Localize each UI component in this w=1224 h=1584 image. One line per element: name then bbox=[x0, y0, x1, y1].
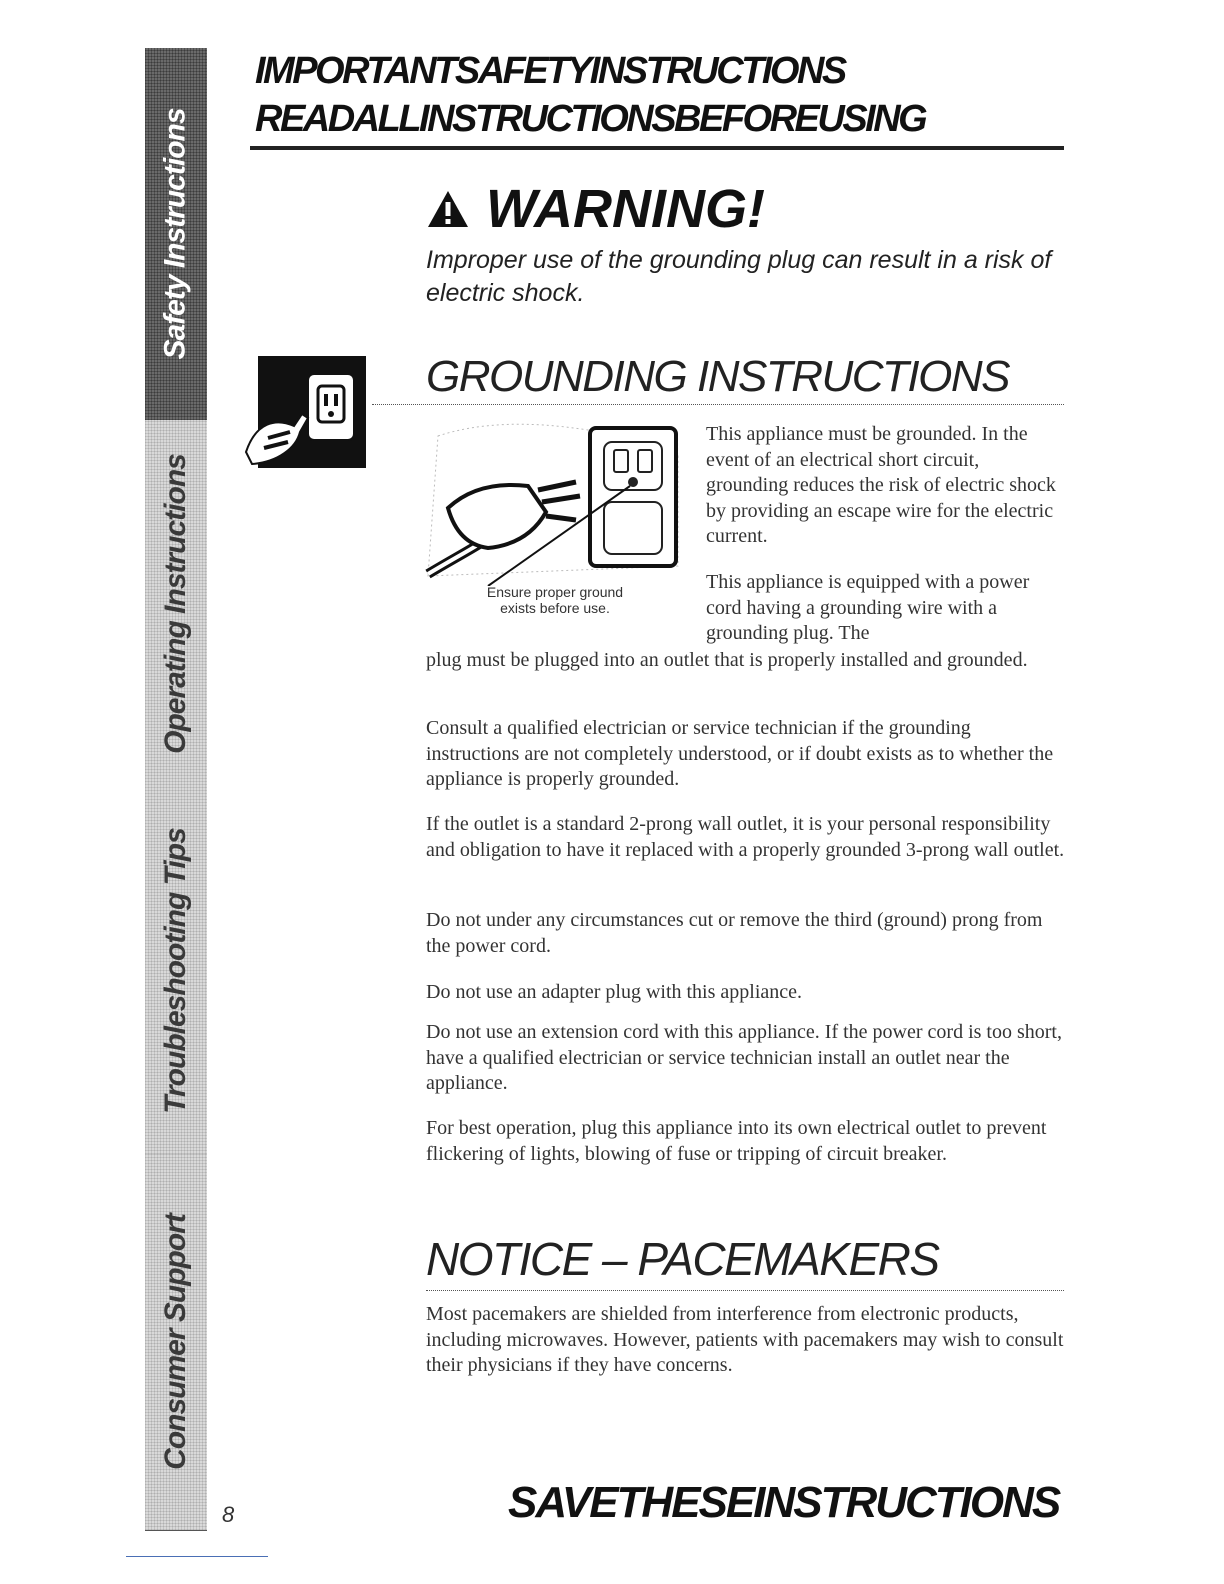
bottom-link-underline bbox=[126, 1556, 268, 1557]
grounding-paragraph-8: For best operation, plug this appliance into its own electrical outlet to prevent flickering of lights, blowing of fuse or tripping of circuit breaker. bbox=[426, 1117, 1047, 1165]
grounding-divider bbox=[372, 404, 1064, 405]
tab-troubleshooting-tips[interactable] bbox=[145, 788, 207, 1155]
warning-title bbox=[426, 178, 765, 240]
side-tabs bbox=[145, 48, 207, 1530]
figure-caption-line-1: Ensure proper ground bbox=[486, 584, 624, 600]
pacemakers-paragraph: Most pacemakers are shielded from interference from electronic products, including microwaves. However, patients with pacemakers may wish to consult their physicians if they have concerns. bbox=[426, 1303, 1064, 1376]
tab-label: Troubleshooting Tips bbox=[159, 828, 192, 1114]
grounding-heading: GROUNDING INSTRUCTIONS bbox=[426, 352, 1009, 401]
page-number: 8 bbox=[222, 1502, 235, 1527]
grounding-paragraph-1: This appliance must be grounded. In the event of an electrical short circuit, grounding reduces the risk of electric shock by providing an escape wire for the electric current. bbox=[706, 423, 1056, 547]
tab-consumer-support[interactable] bbox=[145, 1154, 207, 1531]
header-line-1: IMPORTANTSAFETYINSTRUCTIONS bbox=[255, 50, 845, 92]
warning-text: Improper use of the grounding plug can result in a risk of electric shock. bbox=[426, 246, 1052, 307]
grounding-paragraph-3: Consult a qualified electrician or service technician if the grounding instructions are not completely understood, or if doubt exists as to whether the appliance is properly grounded. bbox=[426, 717, 1054, 790]
grounding-paragraph-4: If the outlet is a standard 2-prong wall outlet, it is your personal responsibility and obligation to have it replaced with a properly grounded 3-prong wall outlet. bbox=[426, 813, 1065, 861]
tab-safety-instructions[interactable] bbox=[145, 48, 207, 421]
save-instructions: SAVETHESEINSTRUCTIONS bbox=[508, 1478, 1060, 1527]
plug-illustration bbox=[418, 416, 688, 586]
plug-outlet-icon bbox=[238, 352, 370, 492]
header-line-2: READALLINSTRUCTIONSBEFOREUSING bbox=[255, 98, 926, 140]
grounding-paragraph-7: Do not use an extension cord with this appliance. If the power cord is too short, have a qualified electrician or service technician install an outlet near the appliance. bbox=[426, 1021, 1062, 1094]
grounding-paragraph-2-rest: plug must be plugged into an outlet that is properly installed and grounded. bbox=[426, 649, 1028, 671]
warning-triangle-icon bbox=[426, 189, 470, 229]
warning-title-text: WARNING! bbox=[486, 179, 765, 239]
header-rule bbox=[250, 146, 1064, 150]
pacemakers-heading: NOTICE – PACEMAKERS bbox=[426, 1233, 939, 1285]
figure-caption-line-2: exists before use. bbox=[500, 600, 610, 616]
grounding-paragraph-6: Do not use an adapter plug with this appliance. bbox=[426, 981, 803, 1003]
tab-operating-instructions[interactable] bbox=[145, 420, 207, 789]
pacemakers-divider bbox=[426, 1290, 1064, 1291]
grounding-paragraph-2-wrap: This appliance is equipped with a power cord having a grounding wire with a grounding plug. The bbox=[706, 571, 1030, 644]
tab-label: Safety Instructions bbox=[159, 108, 192, 360]
tab-label: Consumer Support bbox=[159, 1214, 193, 1470]
figure-caption bbox=[440, 584, 670, 616]
grounding-paragraph-5: Do not under any circumstances cut or remove the third (ground) prong from the power cord. bbox=[426, 909, 1043, 957]
tab-label: Operating Instructions bbox=[159, 454, 193, 754]
